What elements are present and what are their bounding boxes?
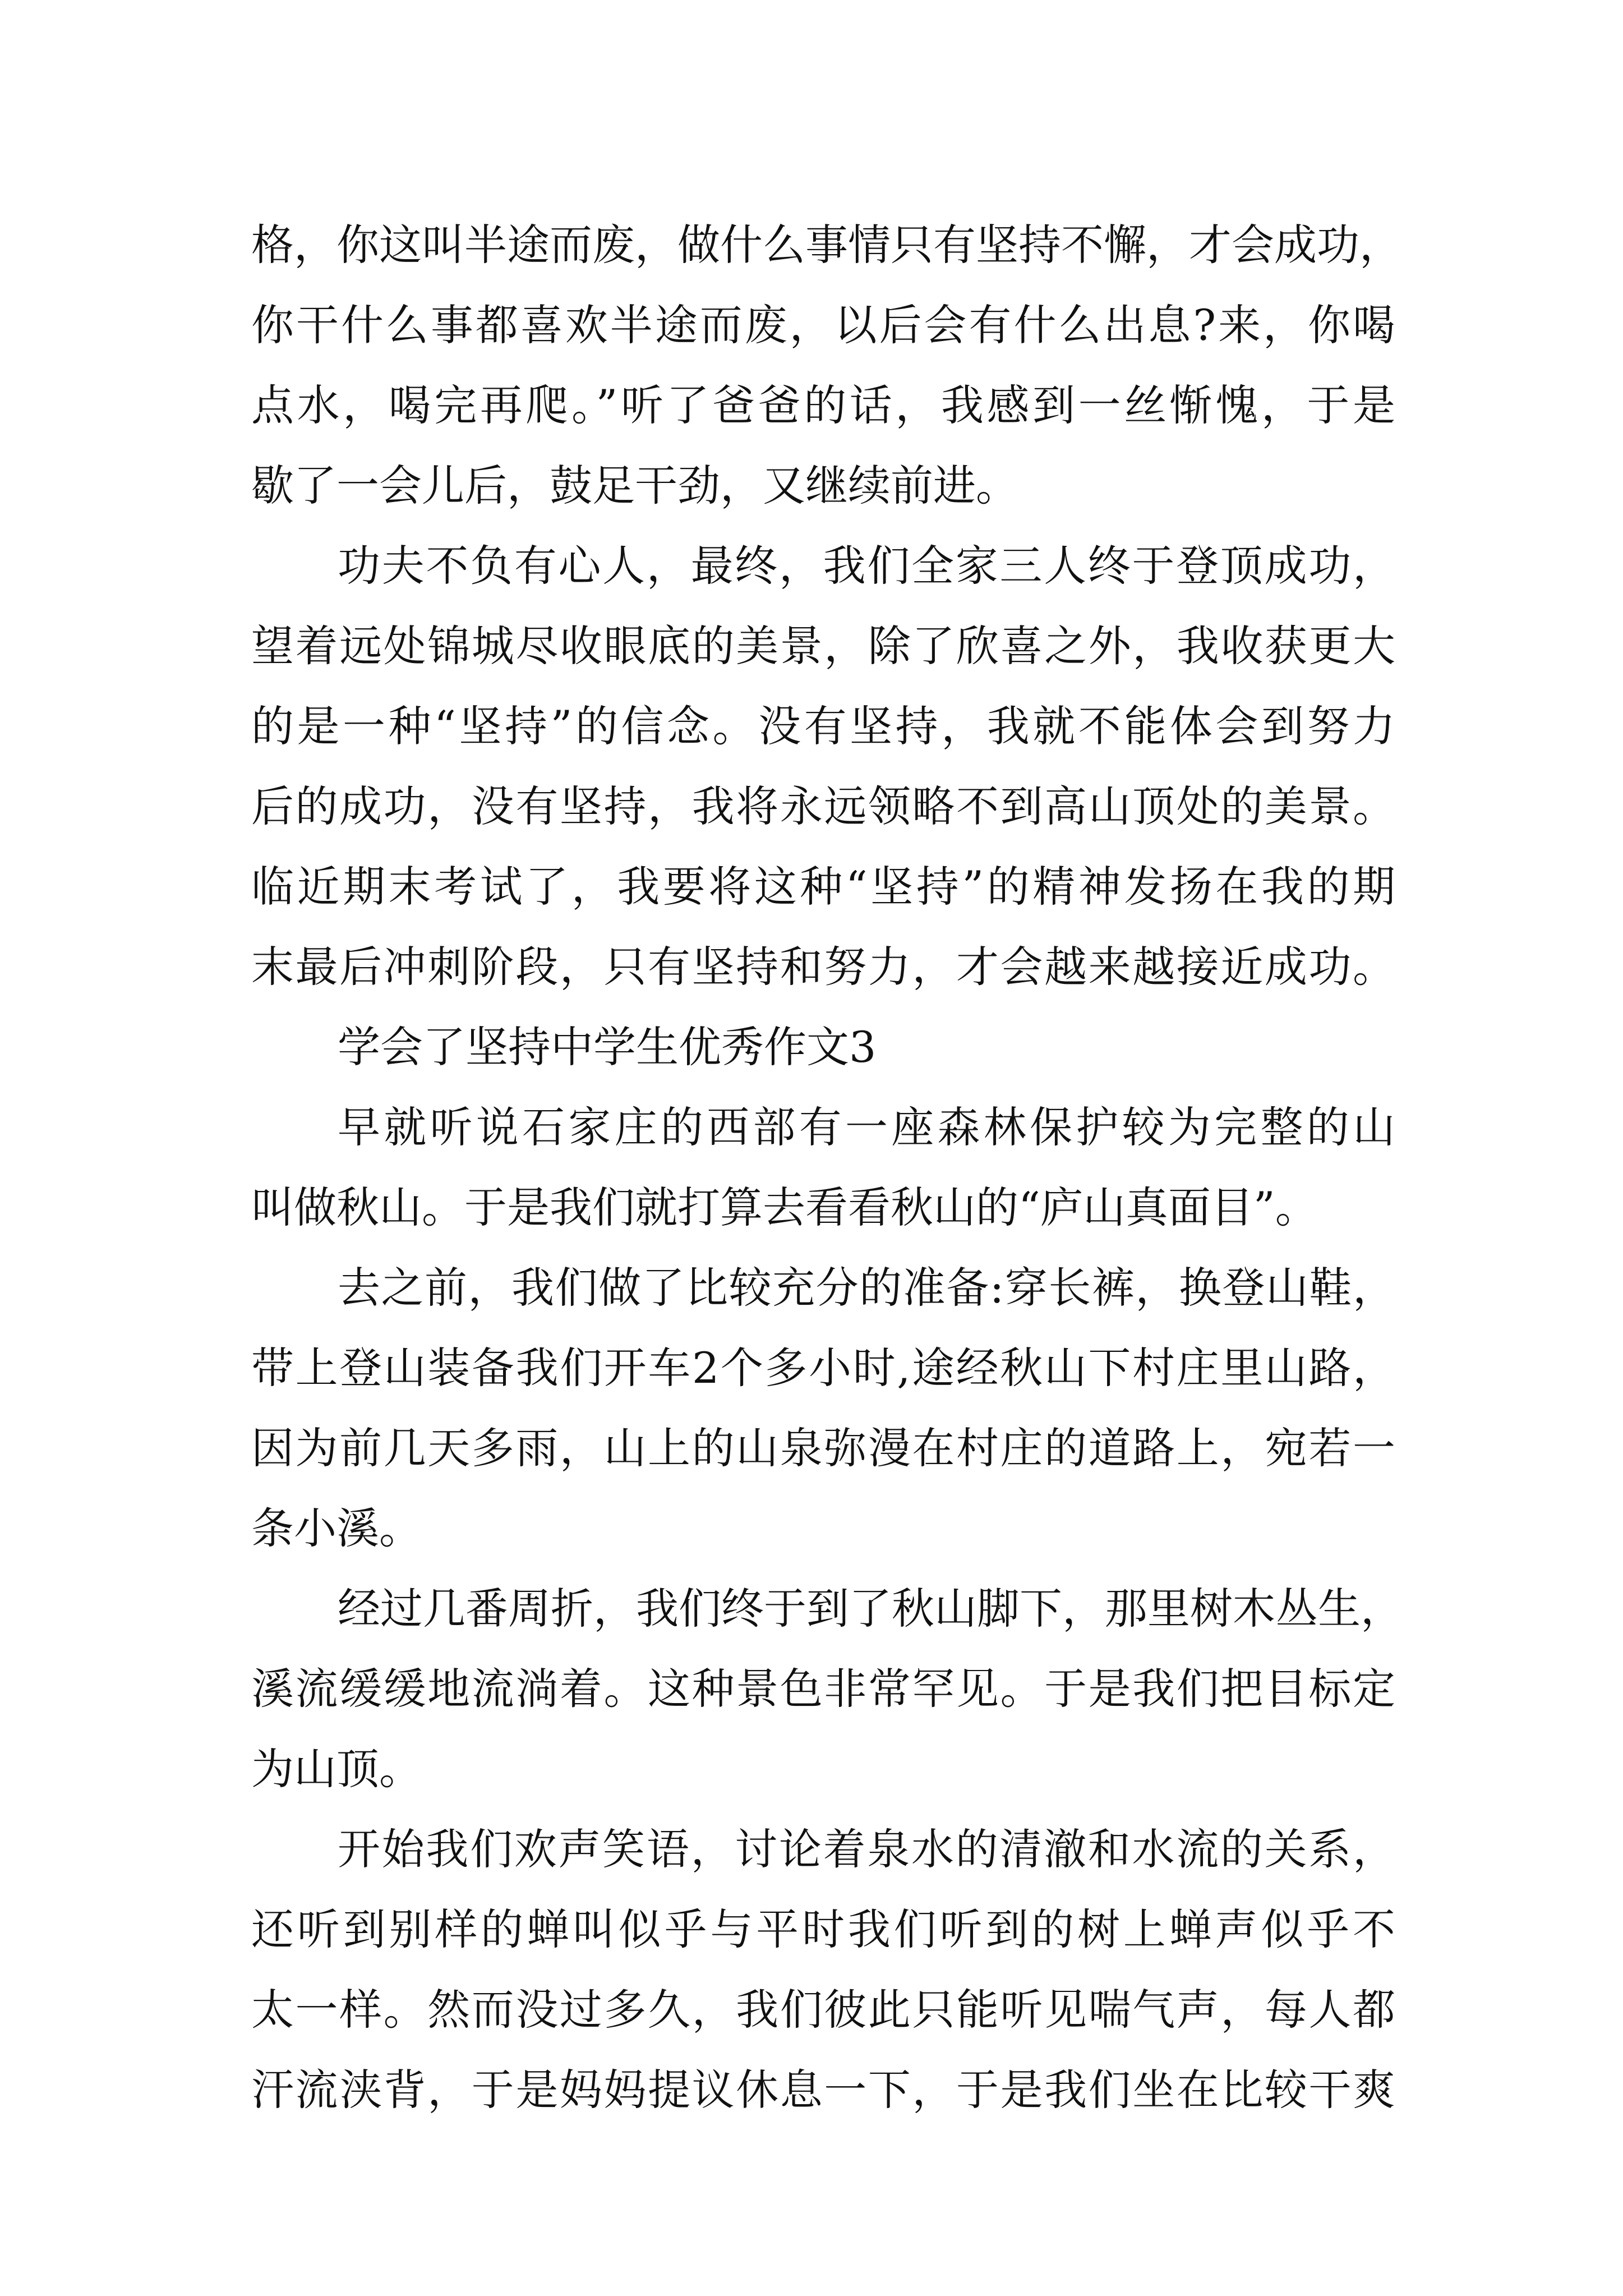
text-line: 点水，喝完再爬。”听了爸爸的话，我感到一丝惭愧，于是 <box>251 380 1395 430</box>
document-body <box>251 205 1403 2130</box>
text-line: 还听到别样的蝉叫似乎与平时我们听到的树上蝉声似乎不 <box>251 1904 1395 1954</box>
text-line: 格，你这叫半途而废，做什么事情只有坚持不懈，才会成功， <box>251 220 1402 270</box>
text-line: 带上登山装备我们开车2个多小时,途经秋山下村庄里山路， <box>251 1343 1395 1393</box>
text-line: 去之前，我们做了比较充分的准备:穿长裤，换登山鞋， <box>338 1263 1395 1313</box>
text-line: 的是一种“坚持”的信念。没有坚持，我就不能体会到努力 <box>251 701 1395 751</box>
text-line: 望着远处锦城尽收眼底的美景，除了欣喜之外，我收获更大 <box>251 621 1395 671</box>
text-line: 末最后冲刺阶段，只有坚持和努力，才会越来越接近成功。 <box>251 942 1395 992</box>
text-line: 临近期末考试了，我要将这种“坚持”的精神发扬在我的期 <box>251 862 1395 912</box>
text-line: 后的成功，没有坚持，我将永远领略不到高山顶处的美景。 <box>251 781 1395 831</box>
text-line: 学会了坚持中学生优秀作文3 <box>338 1022 877 1072</box>
text-line: 因为前几天多雨，山上的山泉弥漫在村庄的道路上，宛若一 <box>251 1423 1395 1473</box>
text-line: 你干什么事都喜欢半途而废，以后会有什么出息?来，你喝 <box>251 300 1395 350</box>
text-line: 为山顶。 <box>251 1744 422 1794</box>
text-line: 太一样。然而没过多久，我们彼此只能听见喘气声，每人都 <box>251 1985 1395 2035</box>
text-line: 歇了一会儿后，鼓足干劲，又继续前进。 <box>251 461 1018 510</box>
text-line: 功夫不负有心人，最终，我们全家三人终于登顶成功， <box>338 541 1395 591</box>
text-line: 早就听说石家庄的西部有一座森林保护较为完整的山 <box>338 1102 1395 1152</box>
text-line: 汗流浃背，于是妈妈提议休息一下，于是我们坐在比较干爽 <box>251 2065 1395 2115</box>
text-line: 开始我们欢声笑语，讨论着泉水的清澈和水流的关系， <box>338 1824 1395 1874</box>
text-line: 条小溪。 <box>251 1503 422 1553</box>
text-line: 叫做秋山。于是我们就打算去看看秋山的“庐山真面目”。 <box>251 1182 1318 1232</box>
text-line: 经过几番周折，我们终于到了秋山脚下，那里树木丛生， <box>338 1584 1403 1634</box>
text-line: 溪流缓缓地流淌着。这种景色非常罕见。于是我们把目标定 <box>251 1664 1395 1714</box>
